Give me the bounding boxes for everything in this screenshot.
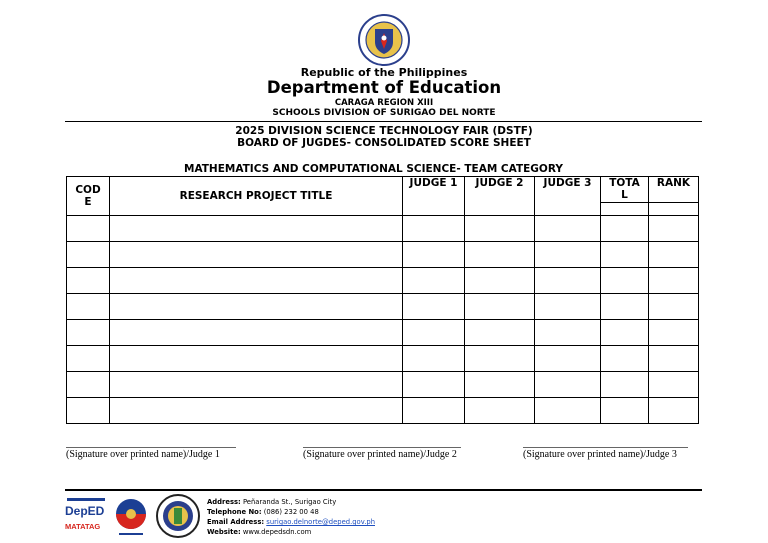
judge-2-cell[interactable]	[465, 320, 535, 346]
judge-3-cell[interactable]	[535, 398, 601, 424]
total-cell[interactable]	[601, 320, 649, 346]
table-row	[67, 398, 699, 424]
code-cell[interactable]	[67, 242, 110, 268]
judge-2-cell[interactable]	[465, 398, 535, 424]
judge-2-cell[interactable]	[465, 294, 535, 320]
bagong-pilipinas-logo	[111, 496, 151, 538]
title-cell[interactable]	[110, 320, 403, 346]
title-cell[interactable]	[110, 294, 403, 320]
judge-3-cell[interactable]	[535, 372, 601, 398]
rank-cell[interactable]	[649, 320, 699, 346]
footer-website: Website: www.depedsdn.com	[207, 528, 312, 536]
signature-line-judge-2	[303, 447, 461, 448]
email-link[interactable]: surigao.delnorte@deped.gov.ph	[266, 518, 375, 526]
col-header-judge-3: JUDGE 3	[535, 177, 601, 216]
document-subtitle: BOARD OF JUGDES- CONSOLIDATED SCORE SHEET	[237, 137, 531, 149]
table-row	[67, 216, 699, 242]
code-cell[interactable]	[67, 268, 110, 294]
code-cell[interactable]	[67, 294, 110, 320]
judge-3-cell[interactable]	[535, 242, 601, 268]
department-heading: Department of Education	[266, 78, 502, 97]
judge-1-cell[interactable]	[403, 398, 465, 424]
code-cell[interactable]	[67, 216, 110, 242]
total-cell[interactable]	[601, 398, 649, 424]
judge-2-cell[interactable]	[465, 346, 535, 372]
matatag-logo-text: MATATAG	[65, 522, 101, 531]
deped-matatag-logo	[65, 496, 107, 538]
table-row	[67, 372, 699, 398]
judge-2-cell[interactable]	[465, 216, 535, 242]
signature-line-judge-1	[66, 447, 236, 448]
col-header-total: TOTA L	[601, 177, 649, 203]
footer-address: Address: Peñaranda St., Surigao City	[207, 498, 337, 506]
table-row	[67, 320, 699, 346]
title-cell[interactable]	[110, 242, 403, 268]
judge-3-cell[interactable]	[535, 216, 601, 242]
total-cell[interactable]	[601, 216, 649, 242]
total-cell[interactable]	[601, 268, 649, 294]
republic-heading: Republic of the Philippines	[300, 66, 468, 79]
table-row	[67, 294, 699, 320]
region-heading: CARAGA REGION XIII	[334, 98, 434, 108]
judge-1-cell[interactable]	[403, 372, 465, 398]
code-cell[interactable]	[67, 346, 110, 372]
footer-telephone: Telephone No: (086) 232 00 48	[207, 508, 319, 516]
col-header-title: RESEARCH PROJECT TITLE	[110, 177, 403, 216]
rank-cell[interactable]	[649, 398, 699, 424]
title-cell[interactable]	[110, 268, 403, 294]
rank-subheader-cell	[649, 203, 699, 216]
signature-label-judge-3: (Signature over printed name)/Judge 3	[523, 449, 677, 460]
total-cell[interactable]	[601, 242, 649, 268]
judge-1-cell[interactable]	[403, 294, 465, 320]
total-subheader-cell	[601, 203, 649, 216]
judge-2-cell[interactable]	[465, 242, 535, 268]
signature-label-judge-2: (Signature over printed name)/Judge 2	[303, 449, 457, 460]
document-title: 2025 DIVISION SCIENCE TECHNOLOGY FAIR (DSTF)	[235, 125, 533, 137]
judge-3-cell[interactable]	[535, 320, 601, 346]
title-cell[interactable]	[110, 398, 403, 424]
code-cell[interactable]	[67, 320, 110, 346]
total-cell[interactable]	[601, 372, 649, 398]
rank-cell[interactable]	[649, 372, 699, 398]
title-cell[interactable]	[110, 216, 403, 242]
table-row	[67, 346, 699, 372]
col-header-judge-1: JUDGE 1	[403, 177, 465, 216]
deped-seal-logo	[358, 14, 410, 66]
table-row	[67, 242, 699, 268]
deped-logo-text: DepED	[65, 504, 105, 518]
signature-line-judge-3	[523, 447, 688, 448]
category-heading: MATHEMATICS AND COMPUTATIONAL SCIENCE- TEAM CATEGORY	[184, 163, 563, 175]
rank-cell[interactable]	[649, 268, 699, 294]
total-cell[interactable]	[601, 346, 649, 372]
table-row	[67, 268, 699, 294]
judge-3-cell[interactable]	[535, 268, 601, 294]
score-table	[66, 176, 699, 424]
footer-email: Email Address: surigao.delnorte@deped.gov.ph	[207, 518, 375, 526]
judge-1-cell[interactable]	[403, 320, 465, 346]
total-cell[interactable]	[601, 294, 649, 320]
rank-cell[interactable]	[649, 294, 699, 320]
judge-3-cell[interactable]	[535, 346, 601, 372]
title-cell[interactable]	[110, 346, 403, 372]
judge-1-cell[interactable]	[403, 346, 465, 372]
code-cell[interactable]	[67, 372, 110, 398]
judge-2-cell[interactable]	[465, 372, 535, 398]
division-heading: SCHOOLS DIVISION OF SURIGAO DEL NORTE	[272, 108, 496, 118]
footer-divider	[65, 489, 702, 491]
judge-1-cell[interactable]	[403, 268, 465, 294]
col-header-judge-2: JUDGE 2	[465, 177, 535, 216]
score-table-body	[67, 216, 699, 424]
col-header-rank: RANK	[649, 177, 699, 203]
judge-1-cell[interactable]	[403, 216, 465, 242]
rank-cell[interactable]	[649, 242, 699, 268]
judge-1-cell[interactable]	[403, 242, 465, 268]
rank-cell[interactable]	[649, 346, 699, 372]
judge-3-cell[interactable]	[535, 294, 601, 320]
title-cell[interactable]	[110, 372, 403, 398]
signature-label-judge-1: (Signature over printed name)/Judge 1	[66, 449, 220, 460]
col-header-code: COD E	[67, 177, 110, 216]
code-cell[interactable]	[67, 398, 110, 424]
judge-2-cell[interactable]	[465, 268, 535, 294]
rank-cell[interactable]	[649, 216, 699, 242]
division-seal-logo	[156, 494, 200, 538]
header-divider	[65, 121, 702, 122]
